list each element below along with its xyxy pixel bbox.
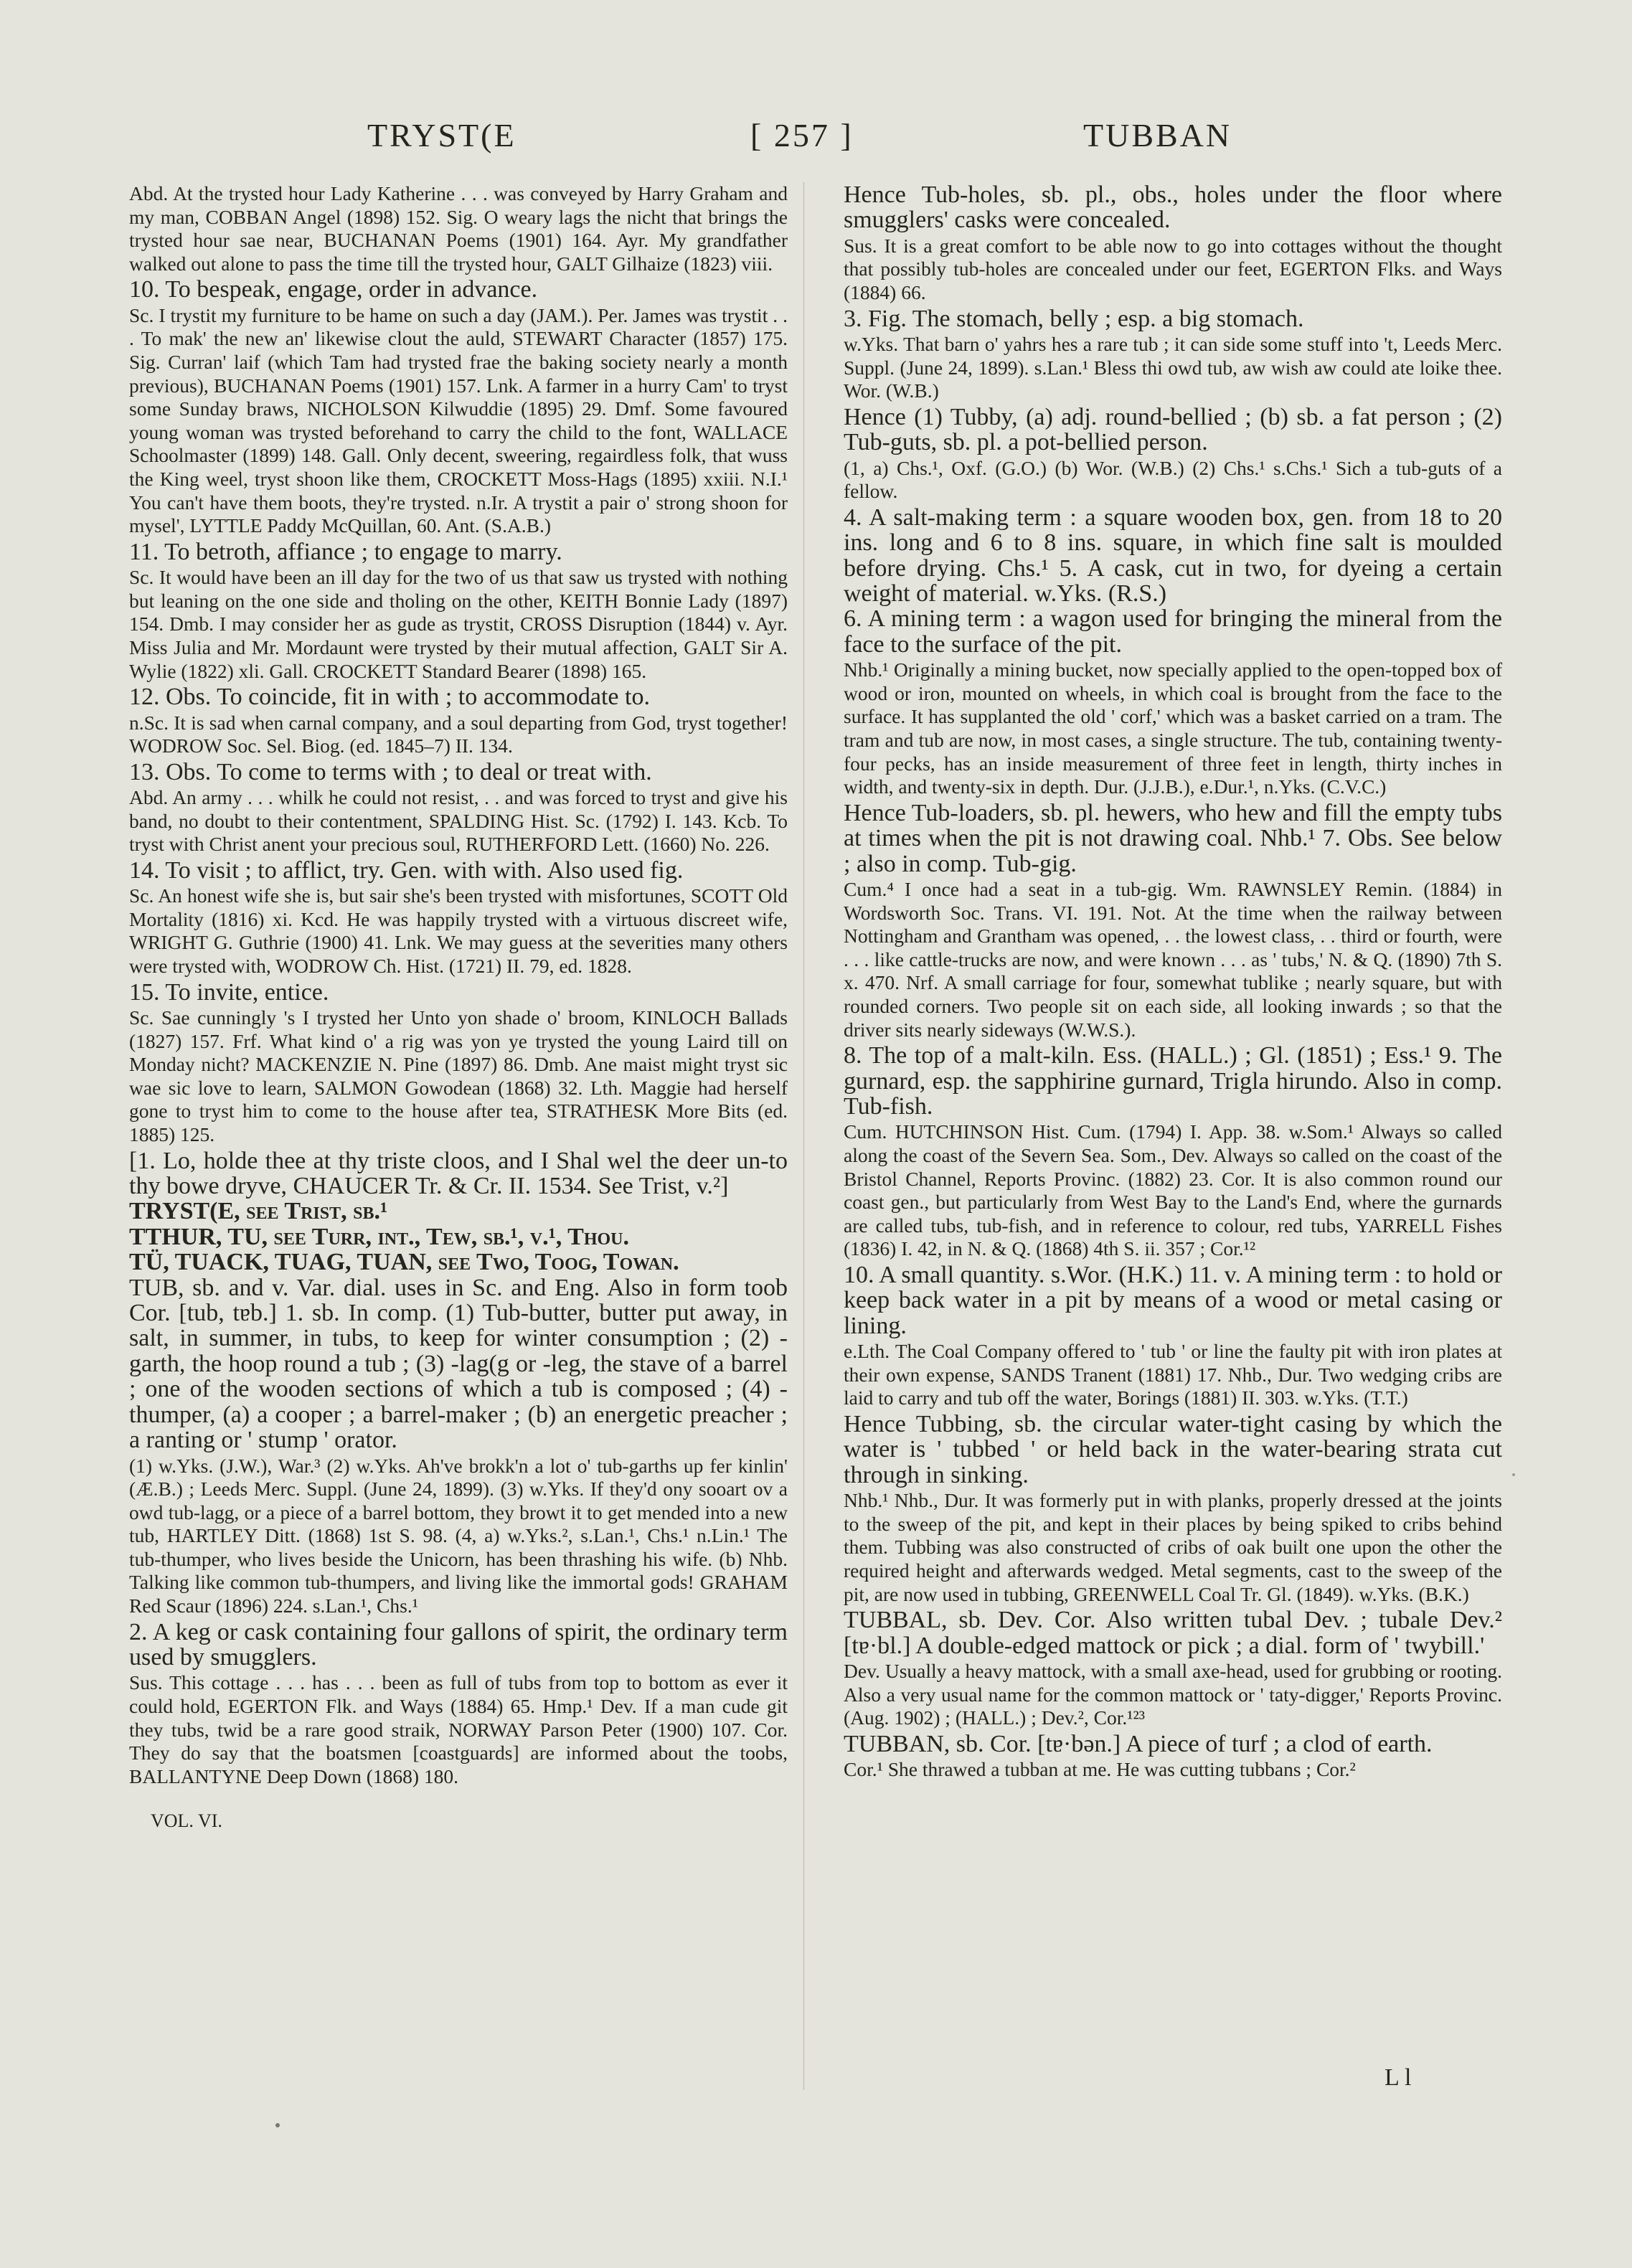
running-head-right: TUBBAN (1083, 117, 1232, 153)
citation-block: Nhb.¹ Originally a mining bucket, now specially applied to the open-topped box of wood or iron, mounted on wheels, in which coal is brought from the face to the surface. It has supplanted the old ' corf,' which was a basket carried on a tram. The tram and tub are now, in most cases, a single structure. The tub, containing twenty-four pecks, has an inside measurement of three feet in length, thirty inches in width, and twenty-six in depth. Dur. (J.J.B.), e.Dur.¹, n.Yks. (C.V.C.) (844, 658, 1502, 798)
entry-tu: TÜ, TUACK, TUAG, TUAN, see Two, Toog, Towan. (129, 1249, 679, 1276)
sense-heading: 15. To invite, entice. (129, 978, 329, 1006)
citation-block: Nhb.¹ Nhb., Dur. It was formerly put in with planks, properly dressed at the joints to the sweep of the pit, and kept in their places by being spiked to cribs behind them. Tubbing was also constructed of cribs of oak built one upon the other the required height and afterwards wedged. Metal segments, cast to the sweep of the pit, are now used in tubbing, GREENWELL Coal Tr. Gl. (1849). w.Yks. (B.K.) (844, 1489, 1502, 1605)
citation-block: Dev. Usually a heavy mattock, with a small axe-head, used for grubbing or rooting. Also a very usual name for the common mattock or ' taty-digger,' Reports Provinc. (Aug. 1902) ; (HALL.) ; Dev.², Cor.¹²³ (844, 1659, 1502, 1729)
citation-block: (1, a) Chs.¹, Oxf. (G.O.) (b) Wor. (W.B.) (2) Chs.¹ s.Chs.¹ Sich a tub-guts of a fellow. (844, 456, 1502, 503)
sense-heading: 2. A keg or cask containing four gallons of spirit, the ordinary term used by smugglers. (129, 1618, 788, 1671)
citation-block: Sc. I trystit my furniture to be hame on such a day (JAM.). Per. James was trystit . . . To mak' the new an' likewise clout the auld, STEWART Character (1857) 175. Sig. Curran' laif (which Tam had trysted frae the baking society nearly a month previous), BUCHANAN Poems (1901) 157. Lnk. A farmer in a hurry Cam' to tryst some Sunday braws, NICHOLSON Kilwuddie (1895) 29. Dmf. Some favoured young woman was trysted beforehand to carry the child to the font, WALLACE Schoolmaster (1899) 148. Gall. Only decent, sweering, regairdless folk, that wuss the King weel, tryst shoon like them, CROCKETT Moss-Hags (1895) xxiii. N.I.¹ You can't have them boots, they're trysted. n.Ir. A trystit a pair o' strong shoon for mysel', LYTTLE Paddy McQuillan, 60. Ant. (S.A.B.) (129, 303, 788, 537)
derivative-heading: Hence Tubbing, sb. the circular water-tight casing by which the water is ' tubbed ' or held back in the water-bearing strata cut through in sinking. (844, 1410, 1502, 1488)
sense-heading: 13. Obs. To come to terms with ; to deal or treat with. (129, 758, 652, 785)
citation-block: Sc. It would have been an ill day for the two of us that saw us trysted with nothing but leaning on the one side and tholing on the other, KEITH Bonnie Lady (1897) 154. Dmb. I may consider her as gude as trystit, CROSS Disruption (1844) v. Ayr. Miss Julia and Mr. Mordaunt were trysted by their mutual affection, GALT Sir A. Wylie (1822) xli. Gall. CROCKETT Standard Bearer (1898) 165. (129, 566, 788, 682)
derivative-heading: Hence Tub-holes, sb. pl., obs., holes under the floor where smugglers' casks were concealed. (844, 181, 1502, 234)
volume-footer: VOL. VI. (151, 1810, 222, 1832)
derivative-heading: Hence Tub-loaders, sb. pl. hewers, who hew and fill the empty tubs at times when the pit is not drawing coal. Nhb.¹ 7. Obs. See below ; also in comp. Tub-gig. (844, 799, 1502, 877)
left-column (129, 182, 788, 1833)
right-column (844, 182, 1502, 1782)
citation-block: Abd. An army . . . whilk he could not resist, . . and was forced to tryst and give his band, no doubt to their contentment, SPALDING Hist. Sc. (1792) I. 143. Kcb. To tryst with Christ anent your precious soul, RUTHERFORD Lett. (1660) No. 226. (129, 786, 788, 856)
citation-block: w.Yks. That barn o' yahrs hes a rare tub ; it can side some stuff into 't, Leeds Merc. Suppl. (June 24, 1899). s.Lan.¹ Bless thi owd tub, aw wish aw could ate loike thee. Wor. (W.B.) (844, 333, 1502, 402)
ink-speck (275, 2123, 280, 2127)
sense-heading: 10. To bespeak, engage, order in advance. (129, 276, 538, 303)
sense-heading: 3. Fig. The stomach, belly ; esp. a big stomach. (844, 305, 1304, 332)
citation-block: Sus. It is a great comfort to be able now to go into cottages without the thought that possibly tub-holes are concealed under our feet, EGERTON Flks. and Ways (1884) 66. (844, 234, 1502, 303)
citation-block: Cum. HUTCHINSON Hist. Cum. (1794) I. App. 38. w.Som.¹ Always so called along the coast of the Severn Sea. Som., Dev. Always so called on the coast of the Bristol Channel, Reports Provinc. (1882) 23. Cor. It is also common round our coast gen., but particularly from West Bay to the Land's End, where the gurnards are called tubs, tub-fish, and in reference to colour, red tubs, YARRELL Fishes (1836) I. 42, in N. & Q. (1868) 4th S. ii. 357 ; Cor.¹² (844, 1120, 1502, 1260)
citation-block: Cum.⁴ I once had a seat in a tub-gig. Wm. RAWNSLEY Remin. (1884) in Wordsworth Soc. Trans. VI. 191. Not. At the time when the railway between Nottingham and Grantham was opened, . . the lowest class, . . third or fourth, were . . . like cattle-trucks are now, and were known . . . as ' tubs,' N. & Q. (1890) 7th S. x. 470. Nrf. A small carriage for four, somewhat tublike ; nearly square, but with rounded corners. Two people sit on each side, all looking inwards ; so that the driver sits nearly sideways (W.W.S.). (844, 878, 1502, 1041)
sense-heading: 8. The top of a malt-kiln. Ess. (HALL.) ; Gl. (1851) ; Ess.¹ 9. The gurnard, esp. the sapphirine gurnard, Trigla hirundo. Also in comp. Tub-fish. (844, 1042, 1502, 1120)
citation-block: Cor.¹ She thrawed a tubban at me. He was cutting tubbans ; Cor.² (844, 1758, 1356, 1781)
page-number: [ 257 ] (750, 117, 854, 153)
sense-heading: 14. To visit ; to afflict, try. Gen. with with. Also used fig. (129, 856, 684, 884)
citation-block: Sus. This cottage . . . has . . . been as full of tubs from top to bottom as ever it could hold, EGERTON Flk. and Ways (1884) 65. Hmp.¹ Dev. If a man cude git they tubs, twid be a rare good straik, NORWAY Parson Peter (1900) 107. Cor. They do say that the boatsmen [coastguards] are informed about the toobs, BALLANTYNE Deep Down (1868) 180. (129, 1671, 788, 1787)
entry-tub: TUB, sb. and v. Var. dial. uses in Sc. and Eng. Also in form toob Cor. [tub, tɐb.] 1. sb. In comp. (1) Tub-butter, butter put away, in salt, in summer, in tubs, to keep for winter consumption ; (2) -garth, the hoop round a tub ; (3) -lag(g or -leg, the stave of a barrel ; one of the wooden sections of which a tub is composed ; (4) -thumper, (a) a cooper ; a barrel-maker ; (b) an energetic preacher ; a ranting or ' stump ' orator. (129, 1274, 788, 1454)
citation-block: e.Lth. The Coal Company offered to ' tub ' or line the faulty pit with iron plates at their own expense, SANDS Tranent (1881) 17. Nhb., Dur. Two wedging cribs are laid to carry and tub off the water, Borings (1881) II. 303. w.Yks. (T.T.) (844, 1340, 1502, 1409)
column-divider (803, 182, 804, 2090)
sense-heading: 12. Obs. To coincide, fit in with ; to accommodate to. (129, 684, 650, 711)
citation-block: Sc. An honest wife she is, but sair she's been trysted with misfortunes, SCOTT Old Mortality (1816) xi. Kcd. He was happily trysted with a virtuous discreet wife, WRIGHT G. Guthrie (1900) 41. Lnk. We may guess at the severities many others were trysted with, WODROW Ch. Hist. (1721) II. 79, ed. 1828. (129, 884, 788, 978)
sense-heading: 6. A mining term : a wagon used for bringing the mineral from the face to the surface of the pit. (844, 605, 1502, 658)
entry-tthur: TTHUR, TU, see Turr, int., Tew, sb.¹, v.¹, Thou. (129, 1223, 630, 1250)
ink-speck (1512, 1473, 1515, 1476)
citation-block: Sc. Sae cunningly 's I trysted her Unto yon shade o' broom, KINLOCH Ballads (1827) 157. Frf. What kind o' a rig was yon ye trysted the young Laird till on Monday nicht? MACKENZIE N. Pine (1897) 86. Dmb. Ane maist might tryst sic wae sic love to learn, SALMON Gowodean (1868) 32. Lth. Maggie had herself gone to tryst him to come to the house after tea, STRATHESK More Bits (ed. 1885) 125. (129, 1006, 788, 1146)
sense-heading: 11. To betroth, affiance ; to engage to marry. (129, 538, 562, 565)
citation-block: (1) w.Yks. (J.W.), War.³ (2) w.Yks. Ah've brokk'n a lot o' tub-garths up fer kinlin' (Æ.B.) ; Leeds Merc. Suppl. (June 24, 1899). (3) w.Yks. If they'd ony sooart ov a owd tub-lagg, or a piece of a barrel bottom, they browt it to get mended into a new tub, HARTLEY Ditt. (1868) 1st S. 98. (4, a) w.Yks.², s.Lan.¹, Chs.¹ n.Lin.¹ The tub-thumper, who lives beside the Unicorn, has been thrashing his wife. (b) Nhb. Talking like common tub-thumpers, and living like the immortal gods! GRAHAM Red Scaur (1896) 224. s.Lan.¹, Chs.¹ (129, 1454, 788, 1617)
signature-mark: L l (1385, 2064, 1412, 2091)
entry-tubban: TUBBAN, sb. Cor. [tɐ·bən.] A piece of turf ; a clod of earth. (844, 1730, 1433, 1757)
citation-block: Abd. At the trysted hour Lady Katherine . . . was conveyed by Harry Graham and my man, COBBAN Angel (1898) 152. Sig. O weary lags the nicht that brings the trysted hour sae near, BUCHANAN Poems (1901) 164. Ayr. My grandfather walked out alone to pass the time till the trysted hour, GALT Gilhaize (1823) viii. (129, 182, 788, 275)
sense-heading: 10. A small quantity. s.Wor. (H.K.) 11. v. A mining term : to hold or keep back water in a pit by means of a wood or metal casing or lining. (844, 1261, 1502, 1339)
citation-block: n.Sc. It is sad when carnal company, and a soul departing from God, tryst together! WODROW Soc. Sel. Biog. (ed. 1845–7) II. 134. (129, 711, 788, 757)
derivative-heading: Hence (1) Tubby, (a) adj. round-bellied ; (b) sb. a fat person ; (2) Tub-guts, sb. pl. a pot-bellied person. (844, 403, 1502, 456)
running-head-left: TRYST(E (367, 117, 517, 153)
sense-heading: 4. A salt-making term : a square wooden box, gen. from 18 to 20 ins. long and 6 to 8 ins. square, in which fine salt is moulded before drying. Chs.¹ 5. A cask, cut in two, for dyeing a certain weight of material. w.Yks. (R.S.) (844, 504, 1502, 607)
entry-tubbal: TUBBAL, sb. Dev. Cor. Also written tubal Dev. ; tubale Dev.² [tɐ·bl.] A double-edged mattock or pick ; a dial. form of ' twybill.' (844, 1607, 1502, 1659)
etymology-note: [1. Lo, holde thee at thy triste cloos, and I Shal wel the deer un-to thy bowe dryve, CHAUCER Tr. & Cr. II. 1534. See Trist, v.²] (129, 1147, 788, 1200)
entry-tryste: TRYST(E, see Trist, sb.¹ (129, 1198, 388, 1225)
